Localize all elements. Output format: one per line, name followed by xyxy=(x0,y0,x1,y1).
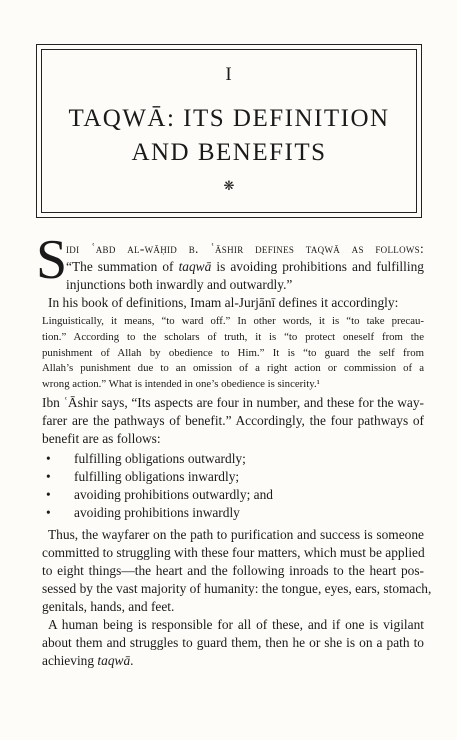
definition-quote xyxy=(42,314,424,393)
chapter-title xyxy=(42,102,416,170)
quote-line-1: Linguistically, it means, “to ward off.” In other words, it is “to take precau- xyxy=(42,315,424,327)
para2-line-2: farer are the pathways of benefit.” Accordingly, the four pathways of xyxy=(42,413,424,428)
para3-line-1: Thus, the wayfarer on the path to purification and success is someone xyxy=(48,527,424,542)
list-item: • avoiding prohibitions outwardly; and xyxy=(46,487,273,502)
chapter-title-inner-frame xyxy=(41,49,417,213)
intro-line-4: In his book of definitions, Imam al-Jurjānī defines it accordingly: xyxy=(48,295,399,310)
intro-line-2: “The summation of taqwā is avoiding prohibitions and fulfilling xyxy=(66,259,424,274)
chapter-title-line-1: TAQWĀ: ITS DEFINITION xyxy=(68,105,390,132)
chapter-title-line-2: AND BENEFITS xyxy=(131,139,327,166)
quote-line-2: tion.” According to the scholars of truth, it is “to protect oneself from the xyxy=(42,330,424,343)
quote-line-5: wrong action.” What is intended in one’s obedience is sincerity.¹ xyxy=(42,378,320,391)
intro-line-3: injunctions both inwardly and outwardly.” xyxy=(66,277,293,292)
intro-paragraph xyxy=(42,240,424,312)
para2-line-1: Ibn ʿĀshir says, “Its aspects are four in number, and these for the way- xyxy=(42,395,424,410)
chapter-title-frame xyxy=(36,44,422,218)
para3-line-2: committed to struggling with these four matters, which must be applied xyxy=(42,545,425,560)
para3-line-3: to eight things—the heart and the following inroads to the heart pos- xyxy=(42,563,424,578)
list-item: • avoiding prohibitions inwardly xyxy=(46,505,240,520)
drop-cap: S xyxy=(36,229,68,291)
list-item: • fulfilling obligations inwardly; xyxy=(46,469,240,484)
pathways-list xyxy=(42,450,273,522)
para4-line-1: A human being is responsible for all of these, and if one is vigilant xyxy=(48,617,424,632)
responsibility-paragraph xyxy=(42,616,424,670)
intro-line-1: idi ʿabd al-wāḥid b. ʿāshir defines taqwā as follows: xyxy=(66,241,424,256)
para3-line-4: sessed by the vast majority of humanity: the tongue, eyes, ears, stomach, xyxy=(42,581,432,596)
chapter-number: I xyxy=(225,64,233,85)
quote-line-4: Allah’s punishment due to an omission of a right action or commission of a xyxy=(42,362,424,375)
para3-line-5: genitals, hands, and feet. xyxy=(42,599,175,614)
para2-line-3: benefit are as follows: xyxy=(42,431,161,446)
para4-line-3: achieving taqwā. xyxy=(42,653,134,668)
wayfarer-paragraph xyxy=(42,526,432,616)
quote-line-3: punishment of Allah by obedience to Him.” It is “to guard the self from xyxy=(42,346,424,359)
para4-line-2: about them and struggles to guard them, then he or she is on a path to xyxy=(42,635,424,650)
ornament-icon: ❋ xyxy=(223,178,235,193)
aspects-paragraph xyxy=(42,394,424,448)
list-item: • fulfilling obligations outwardly; xyxy=(46,451,246,466)
